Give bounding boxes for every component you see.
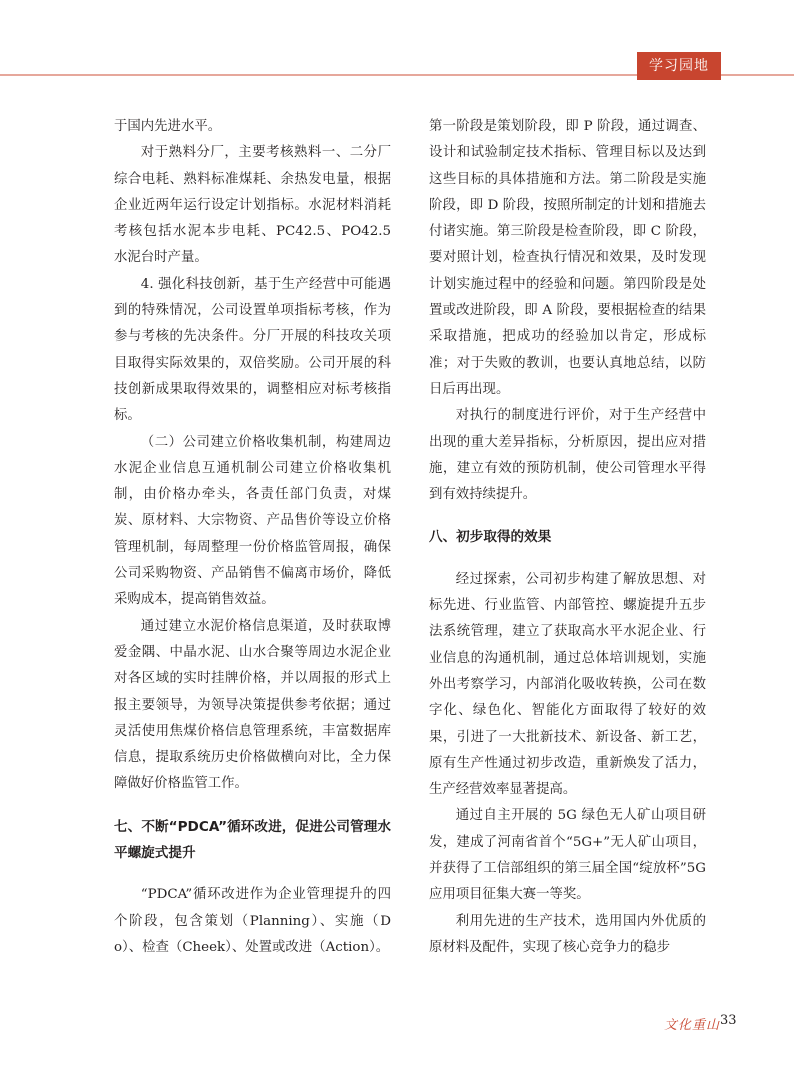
- paragraph: 4. 强化科技创新，基于生产经营中可能遇到的特殊情况，公司设置单项指标考核，作为参与考核的先决条件。分厂开展的科技攻关项目取得实际效果的，双倍奖励。公司开展的科技创新成果取得效果的，调整相应对标考核指标。: [114, 276, 391, 424]
- paragraph: 于国内先进水平。: [114, 119, 222, 134]
- right-column: [429, 114, 706, 961]
- section-tag: 学习园地: [637, 52, 721, 80]
- paragraph: 经过探索，公司初步构建了解放思想、对标先进、行业监管、内部管控、螺旋提升五步法系统管理，建立了获取高水平水泥企业、行业信息的沟通机制，通过总体培训规划，实施外出考察学习，内部消化吸收转换，公司在数字化、绿色化、智能化方面取得了较好的效果，引进了一大批新技术、新设备、新工艺，原有生产性通过初步改造，重新焕发了活力，生产经营效率显著提高。: [429, 571, 706, 798]
- magazine-logo: 文化重山: [664, 1018, 721, 1033]
- paragraph: 通过建立水泥价格信息渠道，及时获取博爱金隅、中晶水泥、山水合聚等周边水泥企业对各区域的实时挂牌价格，并以周报的形式上报主要领导，为领导决策提供参考依据；通过灵活使用焦煤价格信息管理系统，丰富数据库信息，提取系统历史价格做横向对比，全力保障做好价格监管工作。: [114, 618, 391, 792]
- paragraph: 对执行的制度进行评价，对于生产经营中出现的重大差异指标，分析原因，提出应对措施，建立有效的预防机制，使公司管理水平得到有效持续提升。: [429, 408, 706, 503]
- paragraph: 通过自主开展的 5G 绿色无人矿山项目研发，建成了河南省首个“5G+”无人矿山项目，并获得了工信部组织的第三届全国“绽放杯”5G 应用项目征集大赛一等奖。: [429, 808, 706, 903]
- spacer: [114, 798, 391, 814]
- left-column: [114, 114, 391, 961]
- spacer: [114, 866, 391, 882]
- paragraph: 利用先进的生产技术，选用国内外优质的原材料及配件，实现了核心竞争力的稳步: [429, 913, 706, 955]
- spacer: [429, 551, 706, 567]
- page-number: 33: [720, 1013, 737, 1028]
- paragraph: （二）公司建立价格收集机制，构建周边水泥企业信息互通机制公司建立价格收集机制，由价格办牵头，各责任部门负责，对煤炭、原材料、大宗物资、产品售价等设立价格管理机制，每周整理一份价格监管周报，确保公司采购物资、产品销售不偏离市场价，降低采购成本，提高销售效益。: [114, 434, 391, 608]
- paragraph: “PDCA”循环改进作为企业管理提升的四个阶段，包含策划（Planning）、实施（Do）、检查（Cheek）、处置或改进（Action）。: [114, 887, 391, 955]
- section-heading-8: 八、初步取得的效果: [429, 529, 552, 546]
- spacer: [429, 508, 706, 524]
- paragraph: 对于熟料分厂，主要考核熟料一、二分厂综合电耗、熟料标准煤耗、余热发电量，根据企业近两年运行设定计划指标。水泥材料消耗考核包括水泥本步电耗、PC42.5、PO42.5 水泥台时产量。: [114, 145, 391, 266]
- section-heading-7: 七、不断“PDCA”循环改进，促进公司管理水平螺旋式提升: [114, 818, 391, 862]
- paragraph: 第一阶段是策划阶段，即 P 阶段，通过调查、设计和试验制定技术指标、管理目标以及达到这些目标的具体措施和方法。第二阶段是实施阶段，即 D 阶段，按照所制定的计划和措施去付诸实施。第三阶段是检查阶段，即 C 阶段，要对照计划，检查执行情况和效果，及时发现计划实施过程中的经验和问题。第四阶段是处置或改进阶段，即 A 阶段，要根据检查的结果采取措施，把成功的经验加以肯定，形成标准；对于失败的教训，也要认真地总结，以防日后再出现。: [429, 119, 706, 397]
